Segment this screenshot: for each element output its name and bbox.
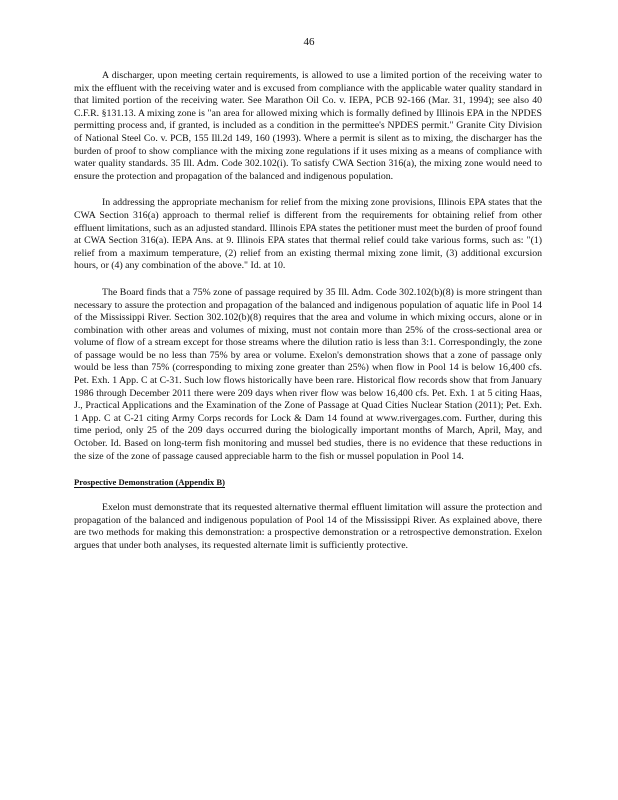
paragraph-mixing-zone: A discharger, upon meeting certain requirements, is allowed to use a limited portion of the receiving water to mix the effluent with the receiving water and is excused from compliance with the applicable water quality standard in that limited portion of the receiving water. See Marathon Oil Co. v. IEPA, PCB 92-166 (Mar. 31, 1994); see also 40 C.F.R. §131.13. A mixing zone is "an area for allowed mixing which is formally defined by Illinois EPA in the NPDES permitting process and, if granted, is included as a condition in the permittee's NPDES permit." Granite City Division of National Steel Co. v. PCB, 155 Ill.2d 149, 160 (1993). Where a permit is silent as to mixing, the discharger has the burden of proof to show compliance with the mixing zone regulations if it uses mixing as a means of compliance with water quality standards. 35 Ill. Adm. Code 302.102(i). To satisfy CWA Section 316(a), the mixing zone would need to ensure the protection and propagation of the balanced and indigenous population. xyxy=(74,70,542,182)
section-heading xyxy=(74,477,542,488)
section-heading-text: Prospective Demonstration (Appendix B) xyxy=(74,477,225,488)
paragraph-prospective-demonstration: Exelon must demonstrate that its requested alternative thermal effluent limitation will assure the protection and propagation of the balanced and indigenous population of Pool 14 of the Mississippi River. As explained above, there are two methods for making this demonstration: a prospective demonstration or a retrospective demonstration. Exelon argues that under both analyses, its requested alternate limit is sufficiently protective. xyxy=(74,502,542,551)
body-text xyxy=(74,70,542,567)
paragraph-relief-mechanism: In addressing the appropriate mechanism for relief from the mixing zone provisions, Illinois EPA states that the CWA Section 316(a) approach to thermal relief is different from the requirements for obtaining relief from other effluent limitations, such as an adjusted standard. Illinois EPA states the petitioner must meet the burden of proof found at CWA Section 316(a). IEPA Ans. at 9. Illinois EPA states that thermal relief could take various forms, such as: "(1) relief from a maximum temperature, (2) relief from an existing thermal mixing zone limit, (3) additional excursion hours, or (4) any combination of the above." Id. at 10. xyxy=(74,197,542,272)
paragraph-board-finding: The Board finds that a 75% zone of passage required by 35 Ill. Adm. Code 302.102(b)(8) is more stringent than necessary to assure the protection and propagation of the balanced and indigenous population of aquatic life in Pool 14 of the Mississippi River. Section 302.102(b)(8) requires that the area and volume in which mixing occurs, alone or in combination with other areas and volumes of mixing, must not contain more than 25% of the cross-sectional area or volume of flow of a stream except for those streams where the dilution ratio is less than 3:1. Correspondingly, the zone of passage would be no less than 75% by area or volume. Exelon's demonstration shows that a zone of passage only would be less than 75% (corresponding to mixing zone greater than 25%) when flow in Pool 14 is below 16,400 cfs. Pet. Exh. 1 App. C at C-31. Such low flows historically have been rare. Historical flow records show that from January 1986 through December 2011 there were 209 days when river flow was below 16,400 cfs. Pet. Exh. 1 at 5 citing Haas, J., Practical Applications and the Examination of the Zone of Passage at Quad Cities Nuclear Station (2011); Pet. Exh. 1 App. C at C-21 citing Army Corps records for Lock & Dam 14 found at www.rivergages.com. Further, during this time period, only 25 of the 209 days occurred during the biologically important months of March, April, May, and October. Id. Based on long-term fish monitoring and mussel bed studies, there is no evidence that these reductions in the size of the zone of passage caused appreciable harm to the fish or mussel population in Pool 14. xyxy=(74,286,542,462)
page-number: 46 xyxy=(303,36,315,48)
